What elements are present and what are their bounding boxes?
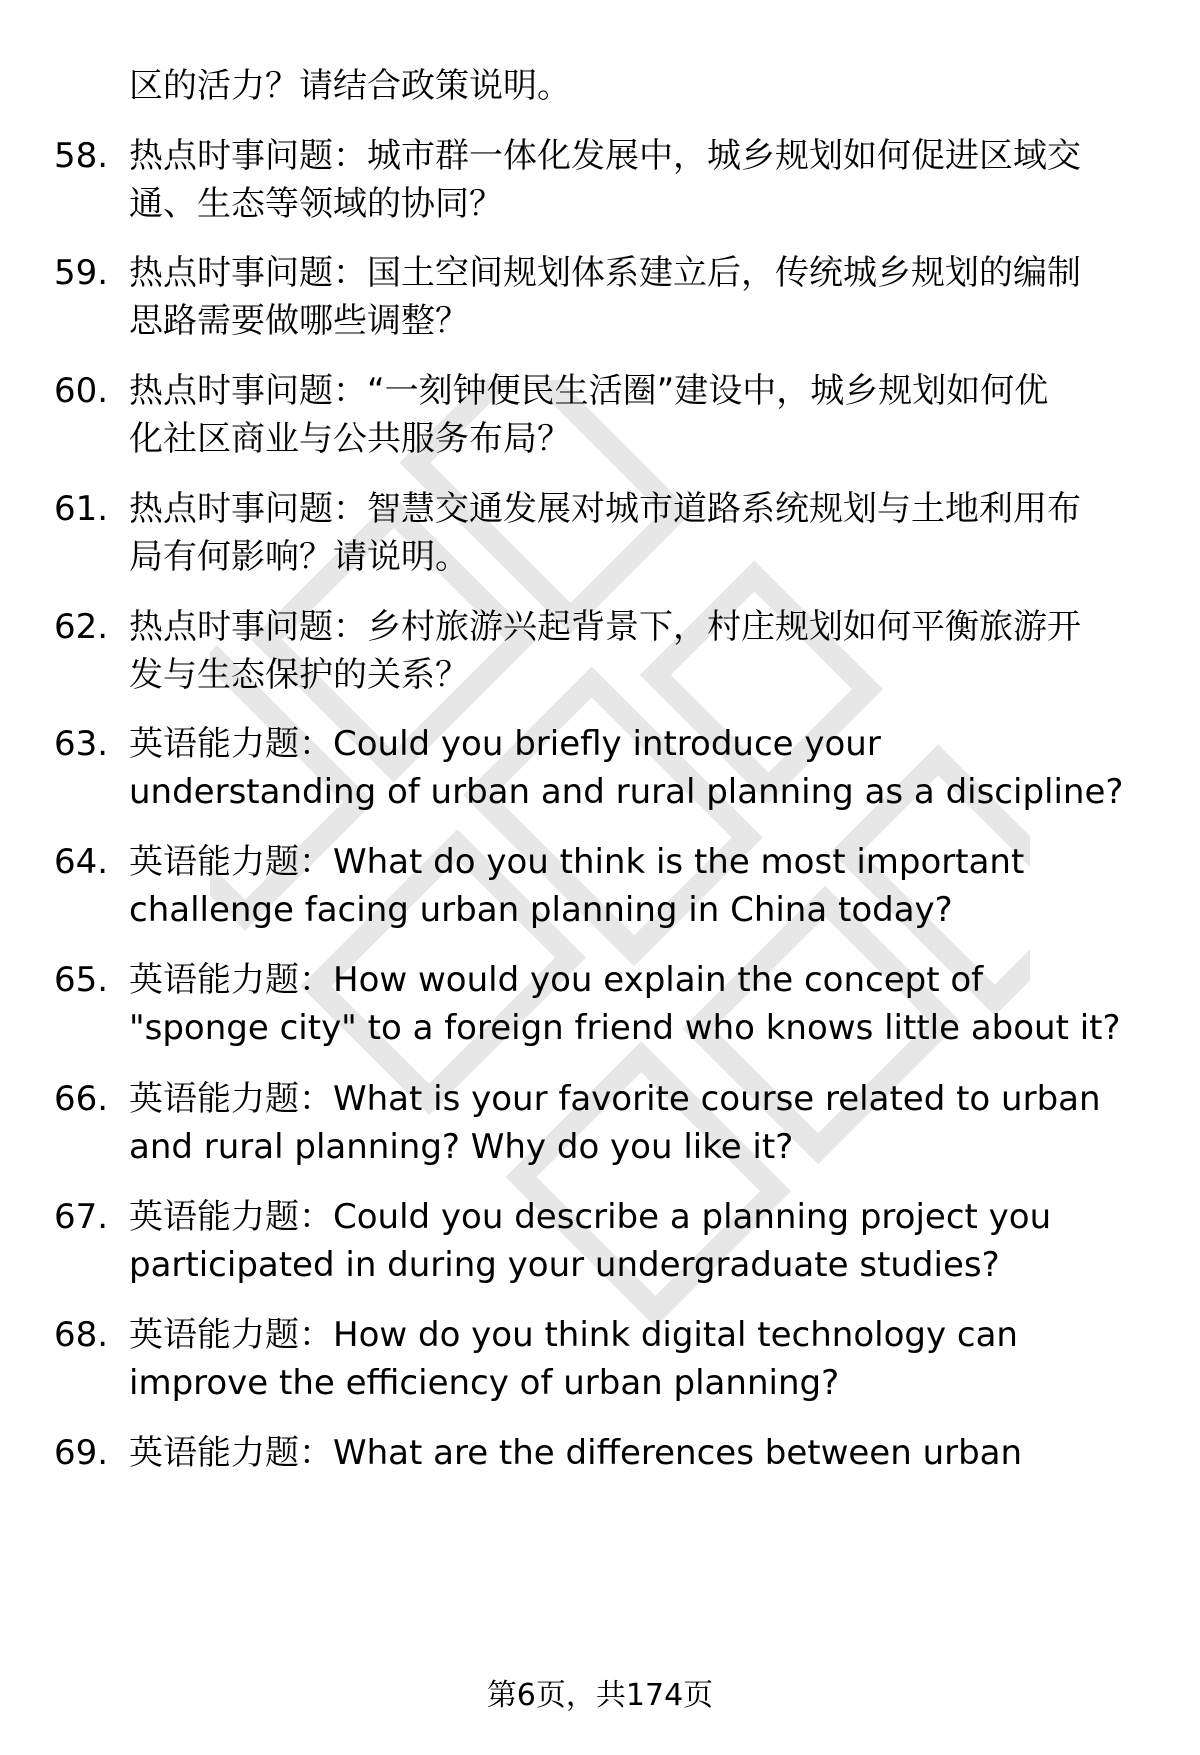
question-number: 64. xyxy=(54,842,109,882)
question-number: 59. xyxy=(54,253,109,293)
question-number: 58. xyxy=(54,136,109,176)
page-number-footer: 第6页，共174页 xyxy=(486,1678,714,1713)
question-text: 英语能力题：What do you think is the most important challenge facing urban planning in China today? xyxy=(129,842,1025,930)
question-number: 61. xyxy=(54,489,109,529)
continued-question-text: 区的活力？请结合政策说明。 xyxy=(129,66,571,106)
question-text: 热点时事问题：国土空间规划体系建立后，传统城乡规划的编制 思路需要做哪些调整？ xyxy=(129,253,1081,341)
question-number: 67. xyxy=(54,1197,109,1237)
question-number: 66. xyxy=(54,1079,109,1119)
question-text: 热点时事问题：城市群一体化发展中，城乡规划如何促进区域交 通、生态等领域的协同？ xyxy=(129,136,1081,224)
question-number: 65. xyxy=(54,960,109,1000)
question-text: 热点时事问题：乡村旅游兴起背景下，村庄规划如何平衡旅游开 发与生态保护的关系？ xyxy=(129,607,1081,695)
question-text: 英语能力题：Could you describe a planning project you participated in during your undergraduate studies? xyxy=(129,1197,1052,1285)
question-text: 英语能力题：What is your favorite course related to urban and rural planning? Why do you like it? xyxy=(129,1079,1101,1167)
question-text: 英语能力题：Could you briefly introduce your understanding of urban and rural planning as a discipline? xyxy=(129,724,1124,812)
question-number: 63. xyxy=(54,724,109,764)
question-number: 68. xyxy=(54,1315,109,1355)
question-text: 英语能力题：How do you think digital technology can improve the efficiency of urban planning? xyxy=(129,1315,1018,1403)
question-text: 英语能力题：What are the differences between urban xyxy=(129,1433,1023,1473)
question-text: 英语能力题：How would you explain the concept of "sponge city" to a foreign friend who knows little about it? xyxy=(129,960,1121,1048)
question-number: 62. xyxy=(54,607,109,647)
question-number: 69. xyxy=(54,1433,109,1473)
question-text: 热点时事问题：智慧交通发展对城市道路系统规划与土地利用布 局有何影响？请说明。 xyxy=(129,489,1081,577)
question-text: 热点时事问题：“一刻钟便民生活圈”建设中，城乡规划如何优 化社区商业与公共服务布局？ xyxy=(129,371,1049,459)
question-number: 60. xyxy=(54,371,109,411)
